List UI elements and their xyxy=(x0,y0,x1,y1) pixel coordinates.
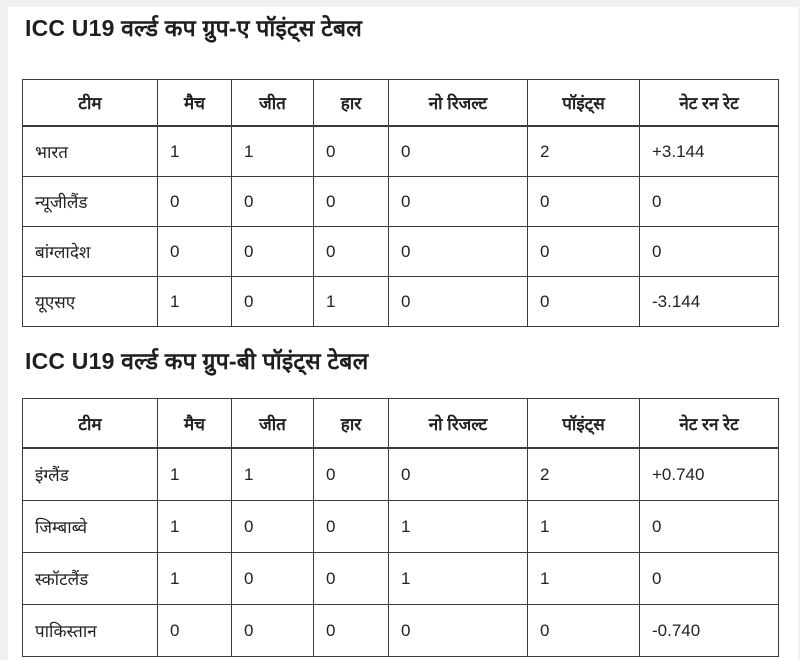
table-row-zimbabwe xyxy=(23,501,779,553)
cell-points: 0 xyxy=(528,227,640,277)
cell-points: 0 xyxy=(528,177,640,227)
cell-wins: 0 xyxy=(232,605,314,657)
cell-team: पाकिस्तान xyxy=(23,605,158,657)
header-cell-team: टीम xyxy=(23,399,158,449)
cell-wins: 1 xyxy=(232,126,314,177)
cell-points: 2 xyxy=(528,448,640,501)
cell-losses: 0 xyxy=(314,227,389,277)
article-content xyxy=(8,7,798,660)
cell-matches: 1 xyxy=(158,501,232,553)
cell-points: 2 xyxy=(528,126,640,177)
header-cell-net-run-rate: नेट रन रेट xyxy=(640,80,779,127)
cell-points: 0 xyxy=(528,605,640,657)
table-row-new-zealand xyxy=(23,177,779,227)
cell-wins: 0 xyxy=(232,553,314,605)
header-cell-wins: जीत xyxy=(232,399,314,449)
cell-net-run-rate: -3.144 xyxy=(640,277,779,327)
cell-team: भारत xyxy=(23,126,158,177)
group-a-title: ICC U19 वर्ल्ड कप ग्रुप-ए पॉइंट्स टेबल xyxy=(25,15,363,41)
cell-losses: 0 xyxy=(314,605,389,657)
cell-matches: 0 xyxy=(158,227,232,277)
group-a-points-table xyxy=(22,79,779,327)
header-cell-losses: हार xyxy=(314,80,389,127)
header-cell-points: पॉइंट्स xyxy=(528,399,640,449)
header-cell-matches: मैच xyxy=(158,399,232,449)
group-b-points-table xyxy=(22,398,779,657)
cell-net-run-rate: 0 xyxy=(640,227,779,277)
cell-losses: 0 xyxy=(314,126,389,177)
cell-wins: 1 xyxy=(232,448,314,501)
cell-no-result: 0 xyxy=(389,448,528,501)
cell-matches: 1 xyxy=(158,126,232,177)
cell-no-result: 0 xyxy=(389,227,528,277)
header-cell-no-result: नो रिजल्ट xyxy=(389,80,528,127)
cell-matches: 1 xyxy=(158,553,232,605)
cell-matches: 0 xyxy=(158,605,232,657)
cell-matches: 1 xyxy=(158,277,232,327)
header-cell-losses: हार xyxy=(314,399,389,449)
cell-no-result: 0 xyxy=(389,277,528,327)
cell-points: 1 xyxy=(528,501,640,553)
header-cell-matches: मैच xyxy=(158,80,232,127)
header-cell-net-run-rate: नेट रन रेट xyxy=(640,399,779,449)
cell-team: न्यूजीलैंड xyxy=(23,177,158,227)
table-row-pakistan xyxy=(23,605,779,657)
cell-no-result: 1 xyxy=(389,553,528,605)
header-cell-team: टीम xyxy=(23,80,158,127)
cell-net-run-rate: 0 xyxy=(640,501,779,553)
cell-no-result: 0 xyxy=(389,177,528,227)
cell-wins: 0 xyxy=(232,277,314,327)
table-row-india xyxy=(23,126,779,177)
cell-net-run-rate: 0 xyxy=(640,177,779,227)
cell-net-run-rate: +3.144 xyxy=(640,126,779,177)
header-cell-no-result: नो रिजल्ट xyxy=(389,399,528,449)
cell-matches: 1 xyxy=(158,448,232,501)
table-row-usa xyxy=(23,277,779,327)
cell-losses: 1 xyxy=(314,277,389,327)
cell-losses: 0 xyxy=(314,553,389,605)
cell-matches: 0 xyxy=(158,177,232,227)
cell-no-result: 1 xyxy=(389,501,528,553)
table-row-scotland xyxy=(23,553,779,605)
cell-net-run-rate: +0.740 xyxy=(640,448,779,501)
cell-losses: 0 xyxy=(314,177,389,227)
cell-net-run-rate: -0.740 xyxy=(640,605,779,657)
cell-team: बांग्लादेश xyxy=(23,227,158,277)
cell-net-run-rate: 0 xyxy=(640,553,779,605)
cell-no-result: 0 xyxy=(389,126,528,177)
table-row-bangladesh xyxy=(23,227,779,277)
cell-team: यूएसए xyxy=(23,277,158,327)
cell-wins: 0 xyxy=(232,227,314,277)
header-cell-wins: जीत xyxy=(232,80,314,127)
cell-no-result: 0 xyxy=(389,605,528,657)
group-a-header-row xyxy=(23,80,779,127)
cell-wins: 0 xyxy=(232,501,314,553)
table-row-england xyxy=(23,448,779,501)
cell-team: जिम्बाब्वे xyxy=(23,501,158,553)
cell-losses: 0 xyxy=(314,448,389,501)
group-b-title: ICC U19 वर्ल्ड कप ग्रुप-बी पॉइंट्स टेबल xyxy=(25,348,369,374)
cell-points: 1 xyxy=(528,553,640,605)
cell-points: 0 xyxy=(528,277,640,327)
cell-team: इंग्लैंड xyxy=(23,448,158,501)
cell-team: स्कॉटलैंड xyxy=(23,553,158,605)
cell-wins: 0 xyxy=(232,177,314,227)
header-cell-points: पॉइंट्स xyxy=(528,80,640,127)
group-b-header-row xyxy=(23,399,779,449)
cell-losses: 0 xyxy=(314,501,389,553)
